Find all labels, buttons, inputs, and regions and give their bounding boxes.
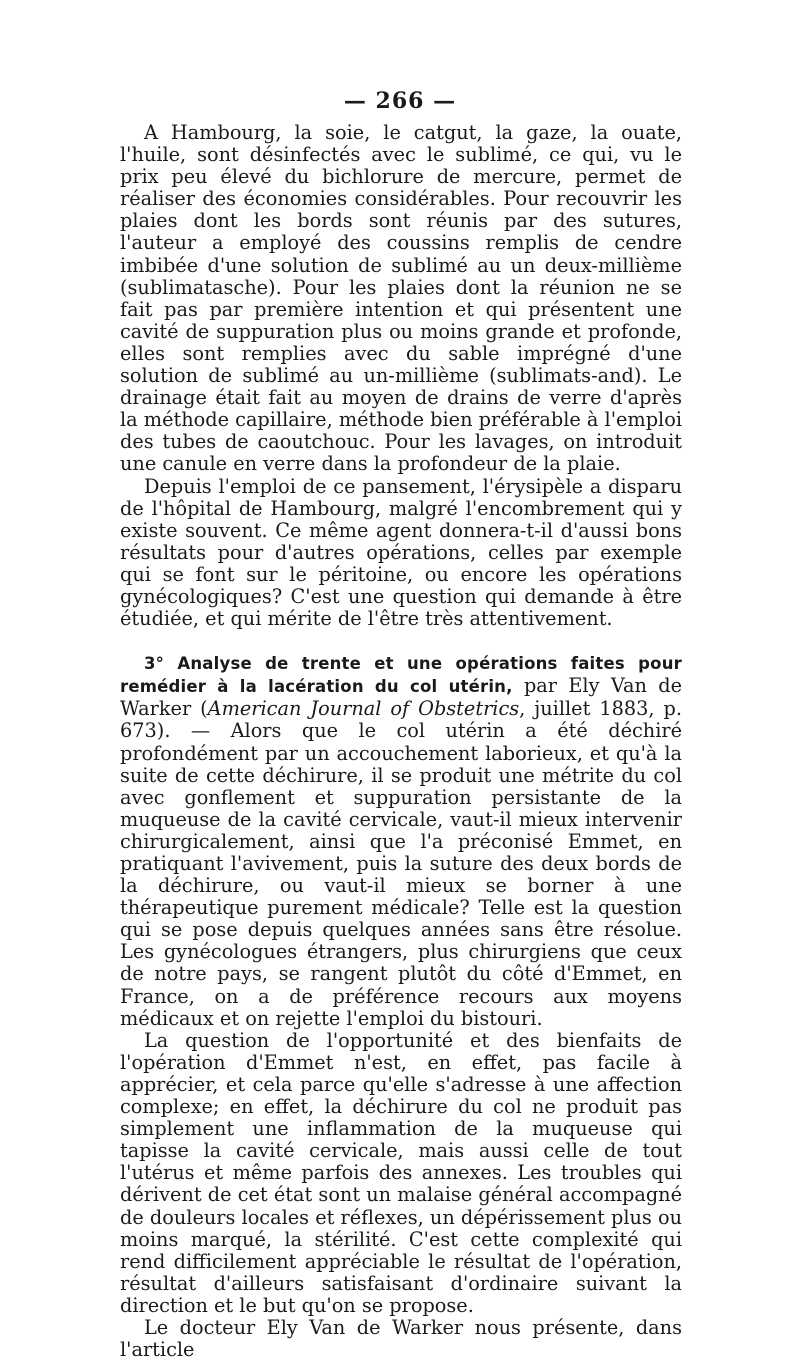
paragraph-emmet-operation: La question de l'opportunité et des bienfaits de l'opération d'Emmet n'est, en effet, pas facile à apprécier, et cela parce qu'elle s'adresse à une affection complexe; en effet, la déchirure du col ne produit pas simplement une inflammation de la muqueuse qui tapisse la cavité cervicale, mais aussi celle de tout l'utérus et même parfois des annexes. Les troubles qui dérivent de cet état sont un malaise général accompagné de douleurs locales et réflexes, un dépérissement plus ou moins marqué, la stérilité. C'est cette complexité qui rend difficilement appréciable le résultat de l'opération, résultat d'ailleurs satisfaisant d'ordinaire suivant la direction et le but qu'on se propose. bbox=[120, 1028, 682, 1317]
paragraph-hamburg-dressing: A Hambourg, la soie, le catgut, la gaze, la ouate, l'huile, sont désinfectés avec le sublimé, ce qui, vu le prix peu élevé du bichlorure de mercure, permet de réaliser des économies considérables. Pour recouvrir les plaies dont les bords sont réunis par des sutures, l'auteur a employé des coussins remplis de cendre imbibée d'une solution de sublimé au un deux-millième (sublimatasche). Pour les plaies dont la réunion ne se fait pas par première intention et qui présentent une cavité de suppuration plus ou moins grande et profonde, elles sont remplies avec du sable imprégné d'une solution de sublimé au un-millième (sublimats-and). Le drainage était fait au moyen de drains de verre d'après la méthode capillaire, méthode bien préférable à l'emploi des tubes de caoutchouc. Pour les lavages, on introduit une canule en verre dans la profondeur de la plaie. bbox=[120, 121, 682, 476]
paragraph-section-3 bbox=[120, 652, 682, 1030]
citation-prefix: par Ely Van de Warker ( bbox=[120, 674, 682, 721]
body-text bbox=[120, 122, 682, 1361]
page-number: — 266 — bbox=[343, 88, 457, 114]
paragraph-closing: Le docteur Ely Van de Warker nous présente, dans l'article bbox=[120, 1315, 682, 1361]
paragraph-erysipelas: Depuis l'emploi de ce pansement, l'érysipèle a disparu de l'hôpital de Hambourg, malgré l'encombrement qui y existe souvent. Ce même agent donnera-t-il d'aussi bons résultats pour d'autres opérations, celles par exemple qui se font sur le péritoine, ou encore les opérations gynécologiques? C'est une question qui demande à être étudiée, et qui mérite de l'être très attentivement. bbox=[120, 474, 682, 631]
citation-and-text: , juillet 1883, p. 673). — Alors que le col utérin a été déchiré profondément par un accouchement laborieux, et qu'à la suite de cette déchirure, il se produit une métrite du col avec gonflement et suppuration persistante de la muqueuse de la cavité cervicale, vaut-il mieux intervenir chirurgicalement, ainsi que l'a préconisé Emmet, en pratiquant l'avivement, puis la suture des deux bords de la déchirure, ou vaut-il mieux se borner à une thérapeutique purement médicale? Telle est la question qui se pose depuis quelques années sans être résolue. Les gynécologues étrangers, plus chirurgiens que ceux de notre pays, se rangent plutôt du côté d'Emmet, en France, on a de préférence recours aux moyens médicaux et on rejette l'emploi du bistouri. bbox=[120, 697, 682, 1030]
section-heading: 3° Analyse de trente et une opérations faites pour remédier à la lacération du col utérin, bbox=[120, 654, 682, 697]
journal-title: American Journal of Obstetrics bbox=[207, 697, 520, 721]
section-spacer bbox=[120, 630, 682, 652]
